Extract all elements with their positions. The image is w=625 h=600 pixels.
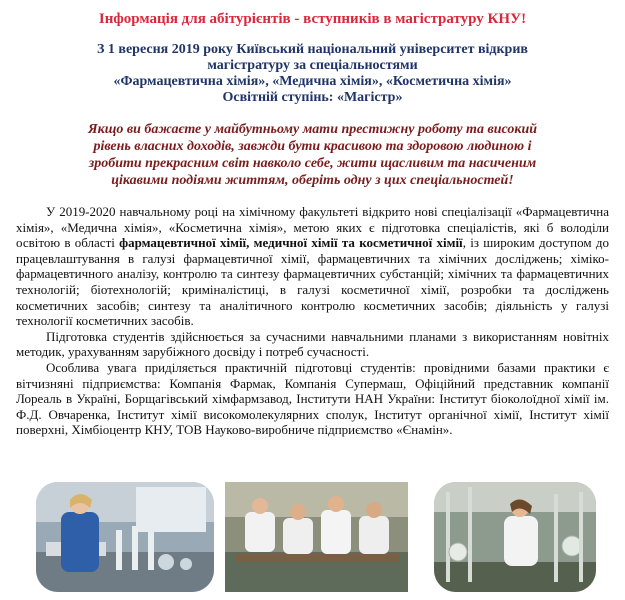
paragraph-bold-text: фармацевтичної хімії, медичної хімії та косметичної хімії (119, 235, 463, 251)
intro-line: Освітній ступінь: «Магістр» (222, 90, 403, 105)
slogan-line: рівень власних доходів, завжди бути красивою та здоровою людиною і (93, 139, 532, 154)
slogan-block (14, 121, 611, 189)
paragraph-text: , із широким доступом до працевлаштування в галузі фармацевтичної хімії, фармацевтичних та хімічних досліджень; хіміко-фармацевтичного аналізу, контролю та синтезу фармацевтичних субстанцій; хімічних та фармацевтичних технологій; біотехнологій; криміналістиці, в галузі косметичної хімії, розробки та досліджень косметичних засобів; синтезу та аналітичного контролю косметичних засобів; діяльність у галузі технології косметичних засобів. (16, 235, 610, 329)
lab-photo-group (225, 482, 408, 592)
body-text (16, 204, 609, 438)
slogan-line: Якщо ви бажаєте у майбутньому мати престижну роботу та високий (87, 122, 538, 137)
page-title: Інформація для абітурієнтів - вступників в магістратуру КНУ! (98, 11, 527, 27)
paragraph-specializations (16, 204, 609, 329)
paragraph-text: У 2019-2020 навчальному році на хімічному факультеті відкрито нові спеціалізації «Фармацевтична хімія», «Медична хімія», «Косметична хімія», метою яких є підготовка спеціалістів, які б володіли освітою в області (16, 204, 609, 251)
slogan-line: зробити прекрасним світ навколо себе, жити щасливим та насиченим (88, 156, 537, 171)
intro-line: З 1 вересня 2019 року Київський національний університет відкрив (97, 42, 528, 57)
paragraph-training: Підготовка студентів здійснюється за сучасними навчальними планами з використанням новітніх методик, урахуванням зарубіжного досвіду і потреб сучасності. (16, 328, 609, 360)
photo-strip (0, 482, 625, 594)
paragraph-practice: Особлива увага приділяється практичній підготовці студентів: провідними базами практики є вітчизняні підприємства: Компанія Фармак, Компанія Супермаш, Офіційний представник компанії Лореаль в Україні, Борщагівський хімфармзавод, Інститути НАН України: Інститут біоколоїдної хімії ім. Ф.Д. Овчаренка, Інститут хімії високомолекулярних сполук, Інститут органічної хімії, Інститут хімії поверхні, Хімбіоцентр КНУ, ТОВ Науково-виробниче підприємство «Єнамін». (16, 359, 609, 438)
lab-photo-student (36, 482, 214, 592)
intro-block (20, 42, 605, 106)
slogan-line: цікавими подіями життям, оберіть одну з цих спеціальностей! (111, 173, 514, 188)
intro-line: «Фармацевтична хімія», «Медична хімія», «Косметична хімія» (113, 74, 512, 89)
lab-photo-glassware (434, 482, 596, 592)
intro-line: магістратуру за спеціальностями (207, 58, 418, 73)
